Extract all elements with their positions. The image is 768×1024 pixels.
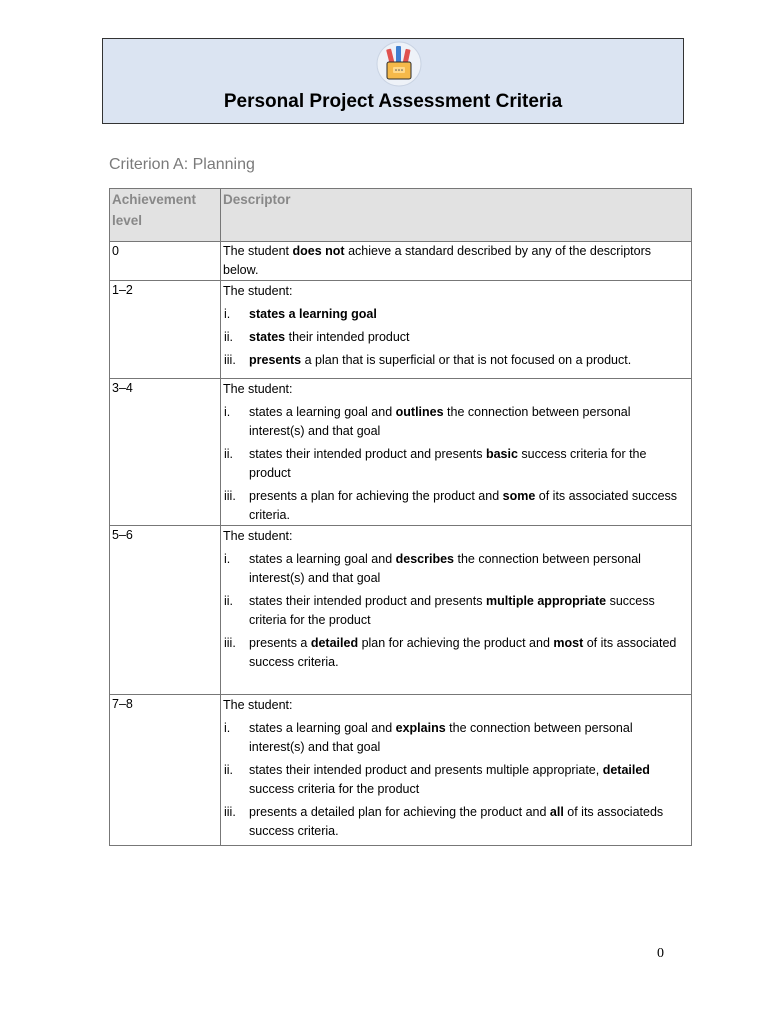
descriptor-list-item (223, 719, 689, 757)
descriptor-emphasis: some (502, 489, 536, 503)
list-item-numeral: iii. (224, 805, 236, 819)
list-item-numeral: ii. (224, 447, 234, 461)
descriptor-list-item (223, 351, 689, 370)
page-number: 0 (657, 946, 664, 961)
descriptor-list-item (223, 550, 689, 588)
column-header-descriptor: Descriptor (221, 189, 692, 242)
descriptor-text: of its associateds success criteria. (249, 805, 664, 838)
achievement-level-cell: 0 (110, 242, 221, 281)
table-row (110, 695, 692, 846)
descriptor-emphasis: multiple appropriate (485, 594, 607, 608)
descriptor-list-item (223, 487, 689, 525)
table-row (110, 281, 692, 379)
descriptor-list-item (223, 761, 689, 799)
descriptor-emphasis: all (549, 805, 564, 819)
descriptor-text: the connection between personal interest(s) and that goal (249, 721, 633, 754)
descriptor-text: states their intended product and presents (249, 447, 486, 461)
descriptor-cell (221, 526, 692, 695)
achievement-level-cell: 7–8 (110, 695, 221, 846)
descriptor-text: of its associated success criteria. (249, 636, 677, 669)
descriptor-text: achieve a standard described by any of the descriptors below. (223, 244, 652, 277)
descriptor-emphasis: states a learning goal (249, 307, 377, 321)
descriptor-list-item (223, 803, 689, 841)
descriptor-text: presents a (249, 636, 311, 650)
list-item-numeral: ii. (224, 330, 234, 344)
column-header-achievement-level: Achievement level (110, 189, 221, 242)
descriptor-list-item (223, 634, 689, 672)
descriptor-emphasis: detailed (602, 763, 650, 777)
descriptor-intro: The student: (223, 382, 293, 396)
descriptor-intro: The student: (223, 284, 293, 298)
descriptor-cell (221, 281, 692, 379)
achievement-level-cell: 5–6 (110, 526, 221, 695)
list-item-numeral: ii. (224, 594, 234, 608)
descriptor-list-item (223, 305, 689, 324)
achievement-level-cell: 3–4 (110, 379, 221, 526)
table-row (110, 242, 692, 281)
descriptor-text: their intended product (285, 330, 410, 344)
descriptor-text: a plan that is superficial or that is not focused on a product. (301, 353, 632, 367)
descriptor-emphasis: detailed (310, 636, 359, 650)
descriptor-text: states a learning goal and (249, 552, 396, 566)
list-item-numeral: iii. (224, 489, 236, 503)
descriptor-text: presents a plan for achieving the product and (249, 489, 503, 503)
criterion-heading: Criterion A: Planning (109, 156, 255, 173)
table-header-row (110, 189, 692, 242)
descriptor-emphasis: describes (395, 552, 455, 566)
descriptor-text: states a learning goal and (249, 405, 396, 419)
list-item-numeral: i. (224, 721, 231, 735)
descriptor-text: success criteria for the product (249, 447, 647, 480)
descriptor-intro: The student: (223, 698, 293, 712)
descriptor-text: the connection between personal interest(s) and that goal (249, 552, 641, 585)
list-item-numeral: i. (224, 307, 231, 321)
descriptor-text: success criteria for the product (249, 782, 420, 796)
list-item-numeral: iii. (224, 636, 236, 650)
table-body (110, 242, 692, 846)
descriptor-text: states a learning goal and (249, 721, 396, 735)
descriptor-cell (221, 242, 692, 281)
achievement-level-cell: 1–2 (110, 281, 221, 379)
descriptor-text: states their intended product and presents multiple appropriate, (249, 763, 603, 777)
descriptor-text: plan for achieving the product and (358, 636, 554, 650)
descriptor-list-item (223, 445, 689, 483)
descriptor-text: of its associated success criteria. (249, 489, 678, 522)
descriptor-intro: The student: (223, 529, 293, 543)
descriptor-list-item (223, 328, 689, 347)
descriptor-text: states their intended product and presents (249, 594, 486, 608)
descriptor-emphasis: most (553, 636, 584, 650)
list-item-numeral: iii. (224, 353, 236, 367)
descriptor-emphasis: outlines (395, 405, 444, 419)
descriptor-emphasis: presents (249, 353, 302, 367)
page-title: Personal Project Assessment Criteria (223, 91, 563, 112)
assessment-table (109, 188, 692, 846)
descriptor-list-item (223, 592, 689, 630)
descriptor-emphasis: explains (395, 721, 446, 735)
list-item-numeral: ii. (224, 763, 234, 777)
pencil-cup-icon (376, 41, 422, 87)
table-row (110, 526, 692, 695)
descriptor-cell (221, 695, 692, 846)
table-row (110, 379, 692, 526)
descriptor-emphasis: states (249, 330, 286, 344)
descriptor-text: presents a detailed plan for achieving the product and (249, 805, 550, 819)
descriptor-text: the connection between personal interest(s) and that goal (249, 405, 631, 438)
title-box (102, 38, 684, 124)
descriptor-list-item (223, 403, 689, 441)
descriptor-cell (221, 379, 692, 526)
descriptor-emphasis: basic (485, 447, 518, 461)
list-item-numeral: i. (224, 552, 231, 566)
descriptor-text: success criteria for the product (249, 594, 655, 627)
descriptor-emphasis: does not (292, 244, 345, 258)
list-item-numeral: i. (224, 405, 231, 419)
descriptor-text: The student (223, 244, 293, 258)
